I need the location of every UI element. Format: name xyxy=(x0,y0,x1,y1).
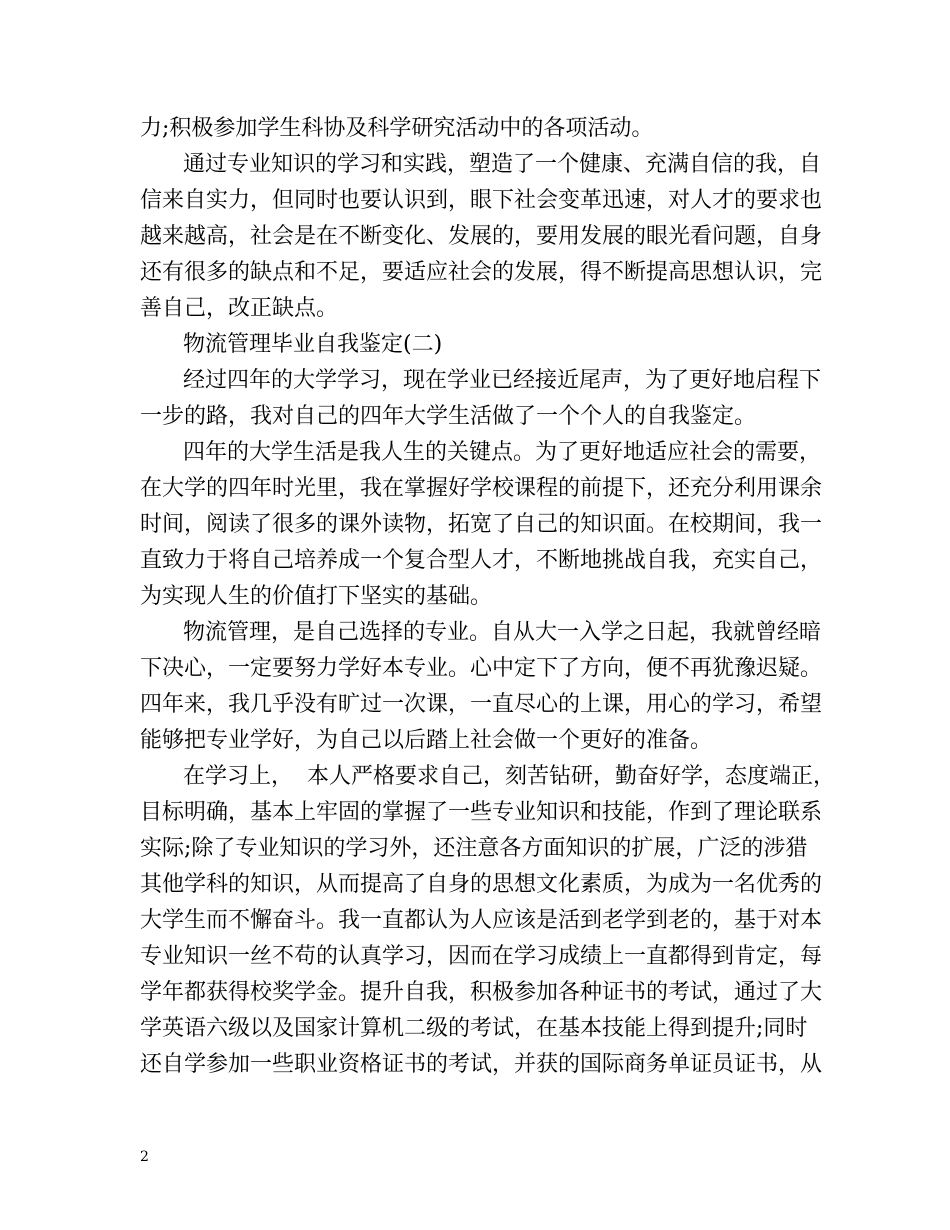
text-line: 大学生而不懈奋斗。我一直都认为人应该是活到老学到老的，基于对本 xyxy=(140,908,823,933)
text-line: 在大学的四年时光里，我在掌握好学校课程的前提下，还充分利用课余 xyxy=(140,476,823,501)
text-line: 还自学参加一些职业资格证书的考试，并获的国际商务单证员证书，从 xyxy=(140,1052,823,1077)
text-line: 在学习上， 本人严格要求自己，刻苦钻研，勤奋好学，态度端正， xyxy=(183,764,835,789)
text-line: 一步的路，我对自己的四年大学生活做了一个个人的自我鉴定。 xyxy=(140,404,757,429)
text-line: 下决心，一定要努力学好本专业。心中定下了方向，便不再犹豫迟疑。 xyxy=(140,656,823,681)
text-line: 四年来，我几乎没有旷过一次课，一直尽心的上课，用心的学习，希望 xyxy=(140,692,823,717)
text-line: 目标明确，基本上牢固的掌握了一些专业知识和技能，作到了理论联系 xyxy=(140,800,823,825)
text-line: 时间，阅读了很多的课外读物，拓宽了自己的知识面。在校期间，我一 xyxy=(140,512,823,537)
text-line: 还有很多的缺点和不足，要适应社会的发展，得不断提高思想认识，完 xyxy=(140,260,823,285)
text-line: 为实现人生的价值打下坚实的基础。 xyxy=(140,584,493,609)
text-line: 越来越高，社会是在不断变化、发展的，要用发展的眼光看问题，自身 xyxy=(140,224,823,249)
section-heading: 物流管理毕业自我鉴定(二) xyxy=(183,332,443,357)
text-line: 四年的大学生活是我人生的关键点。为了更好地适应社会的需要， xyxy=(183,440,822,465)
text-line: 学年都获得校奖学金。提升自我，积极参加各种证书的考试，通过了大 xyxy=(140,980,823,1005)
text-line: 善自己，改正缺点。 xyxy=(140,296,339,321)
page-number: 2 xyxy=(140,1149,149,1165)
text-line: 力;积极参加学生科协及科学研究活动中的各项活动。 xyxy=(140,116,654,141)
text-line: 直致力于将自己培养成一个复合型人才，不断地挑战自我，充实自己， xyxy=(140,548,823,573)
text-line: 专业知识一丝不苟的认真学习，因而在学习成绩上一直都得到肯定，每 xyxy=(140,944,823,969)
text-line: 经过四年的大学学习，现在学业已经接近尾声，为了更好地启程下 xyxy=(183,368,822,393)
text-line: 物流管理，是自己选择的专业。自从大一入学之日起，我就曾经暗 xyxy=(183,620,822,645)
text-line: 能够把专业学好，为自己以后踏上社会做一个更好的准备。 xyxy=(140,728,713,753)
text-line: 其他学科的知识，从而提高了自身的思想文化素质，为成为一名优秀的 xyxy=(140,872,823,897)
text-line: 学英语六级以及国家计算机二级的考试，在基本技能上得到提升;同时 xyxy=(140,1016,808,1041)
text-line: 信来自实力，但同时也要认识到，眼下社会变革迅速，对人才的要求也 xyxy=(140,188,823,213)
text-line: 通过专业知识的学习和实践，塑造了一个健康、充满自信的我，自 xyxy=(183,152,822,177)
text-line: 实际;除了专业知识的学习外，还注意各方面知识的扩展，广泛的涉猎 xyxy=(140,836,808,861)
